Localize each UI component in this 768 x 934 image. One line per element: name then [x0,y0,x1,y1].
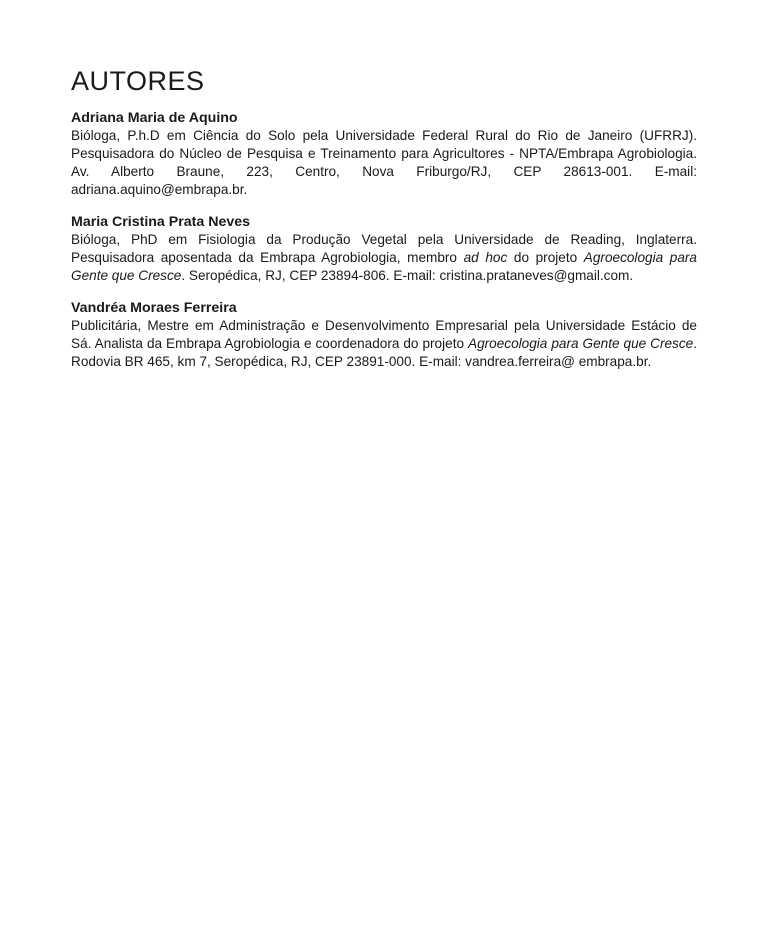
bio-segment: Bióloga, P.h.D em Ciência do Solo pela Universidade Federal Rural do Rio de Janeiro (UFRRJ). Pesquisadora do Núcleo de Pesquisa e Treinamento para Agricultores - NPTA/Embrapa Agrobiologia. Av. Alberto Braune, 223, Centro, Nova Friburgo/RJ, CEP 28613-001. E-mail: adriana.aquino@embrapa.br. [71,128,697,197]
author-entry [71,299,697,371]
bio-segment-italic: ad hoc [463,250,508,265]
bio-segment-italic: Agroecologia para Gente que Cresce [71,250,697,283]
page-content [71,64,697,385]
bio-segment: . Seropédica, RJ, CEP 23894-806. E-mail: cristina.prataneves@gmail.com. [181,268,634,283]
section-title: AUTORES [71,66,205,96]
author-name: Adriana Maria de Aquino [71,110,238,126]
bio-segment: do projeto [507,250,584,265]
author-entry [71,109,697,199]
bio-segment: Bióloga, PhD em Fisiologia da Produção Vegetal pela Universidade de Reading, Inglaterra. Pesquisadora aposentada da Embrapa Agrobiologia, membro [71,232,697,265]
author-name: Maria Cristina Prata Neves [71,214,251,230]
author-bio [71,127,697,199]
author-name: Vandréa Moraes Ferreira [71,300,237,316]
bio-segment: . Rodovia BR 465, km 7, Seropédica, RJ, CEP 23891-000. E-mail: vandrea.ferreira@ embrapa.br. [71,336,697,369]
author-entry [71,213,697,285]
author-bio [71,317,697,371]
bio-segment: Publicitária, Mestre em Administração e Desenvolvimento Empresarial pela Universidade Estácio de Sá. Analista da Embrapa Agrobiologia e coordenadora do projeto [71,318,697,351]
bio-segment-italic: Agroecologia para Gente que Cresce [468,336,694,351]
author-bio [71,231,697,285]
